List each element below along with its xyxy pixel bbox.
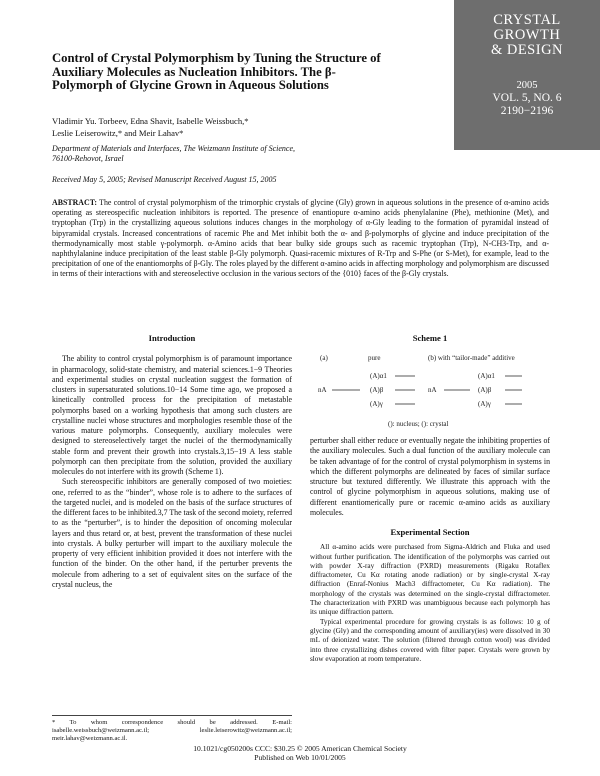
scheme-na-left: nA: [318, 386, 327, 394]
journal-name-line: GROWTH: [493, 27, 561, 43]
affiliation-line: Department of Materials and Interfaces, The Weizmann Institute of Science,: [52, 144, 295, 153]
author-line: Vladimir Yu. Torbeev, Edna Shavit, Isabelle Weissbuch,*: [52, 116, 249, 126]
affiliation: [52, 144, 412, 164]
experimental-heading: Experimental Section: [390, 527, 470, 537]
affiliation-line: 76100-Rehovot, Israel: [52, 154, 124, 163]
scheme-right-gamma: (A)γ: [478, 400, 491, 408]
scheme-right-beta: (A)β: [478, 386, 492, 394]
scheme-label-a: (a): [320, 354, 328, 362]
journal-year: 2005: [516, 80, 538, 91]
experimental-paragraph-2: Typical experimental procedure for growing crystals is as follows: 10 g of glycine (Gly) and the corresponding amount of auxiliary(ies) were dissolved in 30 mL of deionized water. The solution (filtered through cotton wool) was divided into three crystallizing dishes covered with filter paper. Crystals were grown by slow evaporation at room temperature.: [310, 617, 550, 663]
abstract-text: The control of crystal polymorphism of the trimorphic crystals of glycine (Gly) grown in aqueous solutions in the presence of α-amino acids operating as stereospecific nucleation inhibitors is reported. The presence of enantiopure α-amino acids phenylalanine (Phe), methionine (Met), and tryptophan (Trp) in the crystallizing aqueous solutions induces changes in the morphology of α-Gly leading to the formation of pyramidal instead of bipyramidal crystals. Increased concentrations of racemic Phe and Met inhibit both the α- and β-polymorphs of glycine and induce precipitation of the thermodynamically most stable γ-polymorph. α-Amino acids that bear bulky side groups such as racemic tryptophan (Trp), N-CH3-Trp, and α-naphthylalanine induce precipitation of the least stable β-Gly polymorph. Quasi-racemic mixtures of R-Trp and S-Phe (or S-Met), for example, lead to the precipitation of one of the enantiomorphs of β-Gly. The roles played by the different α-amino acids in affecting morphology and polymorphism are discussed in terms of their interactions with and stereoselective occlusion in the various sectors of the {010} faces of the β-Gly crystals.: [52, 198, 549, 279]
scheme-right-alpha: (A)α1: [478, 372, 495, 380]
journal-banner: [454, 0, 600, 150]
article-title: Control of Crystal Polymorphism by Tuning the Structure of Auxiliary Molecules as Nucleation Inhibitors. The β-Polymorph of Glycine Grown in Aqueous Solutions: [52, 51, 381, 93]
right-column: [310, 436, 550, 664]
correspondence-footnote: * To whom correspondence should be addressed. E-mail: isabelle.weissbuch@weizmann.ac.il; leslie.leiserowitz@weizmann.ac.il; meir.lahav@weizmann.ac.il.: [52, 715, 292, 743]
experimental-paragraph-1: All α-amino acids were purchased from Sigma-Aldrich and Fluka and used without further purification. The identification of the polymorphs was carried out with powder X-ray diffraction (PXRD) measurements (Rigaku Rotaflex diffractometer, Cu Kα rotating anode radiation) or by single-crystal X-ray diffraction (Enraf-Nonius Mach3 diffractometer, Cu Kα radiation). The morphology of the crystals was determined on the single-crystal diffractometer. The characterization with PXRD was unambiguous because each polymorph has its unique diffraction pattern.: [310, 543, 550, 617]
journal-volume: VOL. 5, NO. 6: [492, 92, 562, 104]
received-dates: Received May 5, 2005; Revised Manuscript Received August 15, 2005: [52, 175, 277, 184]
abstract-label: ABSTRACT:: [52, 198, 98, 207]
scheme-caption: (): nucleus; (): crystal: [388, 420, 449, 428]
intro-paragraph-1: The ability to control crystal polymorphism is of paramount importance in pharmacology, solid-state chemistry, and material sciences.1−9 Theories and experimental studies on crystal nucleation suggest the formation of clusters in supersaturated solutions.10−14 Some time ago, we proposed a kinetically controlled process for the precipitation of metastable polymorphs based on a working hypothesis that among such clusters are crystalline nuclei whose structures and morphologies resemble those of the various mature polymorphs. Consequently, auxiliary molecules were designed to stereoselectively target the nuclei of the thermodynamically stable form and prevent their growth into crystals.3,15−19 A less stable polymorph can then precipitate from the solution, provided the auxiliary molecules do not interfere with its growth (Scheme 1).: [52, 354, 292, 476]
scheme-label-additive: (b) with “tailor-made” additive: [428, 354, 515, 362]
scheme-row-alpha: (A)α1: [370, 372, 387, 380]
page-footer: [150, 744, 450, 762]
right-paragraph-1: perturber shall either reduce or eventually negate the inhibiting properties of the auxiliary molecules. Such a dual function of the auxiliary molecule can be taken advantage of for the control of crystal polymorphism in systems in which the different polymorphs are delineated by faces of similar surface structure but textured differently. We illustrate this approach with the control of glycine polymorphism in aqueous solutions, making use of different enantiomerically pure or racemic α-amino acids as auxiliary molecules.: [310, 436, 550, 517]
author-line: Leslie Leiserowitz,* and Meir Lahav*: [52, 127, 184, 138]
footer-doi: 10.1021/cg050200s CCC: $30.25 © 2005 American Chemical Society: [193, 744, 407, 753]
scheme-title: Scheme 1: [412, 333, 448, 343]
left-column: [52, 333, 292, 590]
journal-pages: 2190−2196: [500, 105, 554, 117]
journal-name-line: CRYSTAL: [493, 12, 561, 28]
scheme-1-diagram: [310, 350, 550, 434]
author-list: [52, 116, 412, 139]
intro-paragraph-2: Such stereospecific inhibitors are generally composed of two moieties: one, referred to as the “binder”, whose role is to adhere to the surfaces of the targeted nuclei, and is modeled on the basis of the surface structures of the different faces to be inhibited.3,7 The task of the second moiety, referred to as the “perturber”, is to hinder the deposition of oncoming molecular layers and thus retard or, at best, prevent the transformation of these nuclei into crystals. A bulky perturber will impart to the auxiliary molecule the property of very efficient inhibition provided it does not interfere with the function of the binder. On the other hand, if the perturber prevents the molecule from adhering to a set of equivalent sites on the surface of the crystal nucleus, the: [52, 477, 292, 589]
journal-name-line: & DESIGN: [490, 42, 564, 58]
intro-heading: Introduction: [148, 333, 196, 343]
scheme-na-right: nA: [428, 386, 437, 394]
scheme-row-gamma: (A)γ: [370, 400, 383, 408]
scheme-row-beta: (A)β: [370, 386, 384, 394]
scheme-label-pure: pure: [368, 354, 381, 362]
abstract: [52, 198, 549, 280]
journal-name: [454, 0, 600, 58]
footer-published: Published on Web 10/01/2005: [254, 753, 346, 762]
